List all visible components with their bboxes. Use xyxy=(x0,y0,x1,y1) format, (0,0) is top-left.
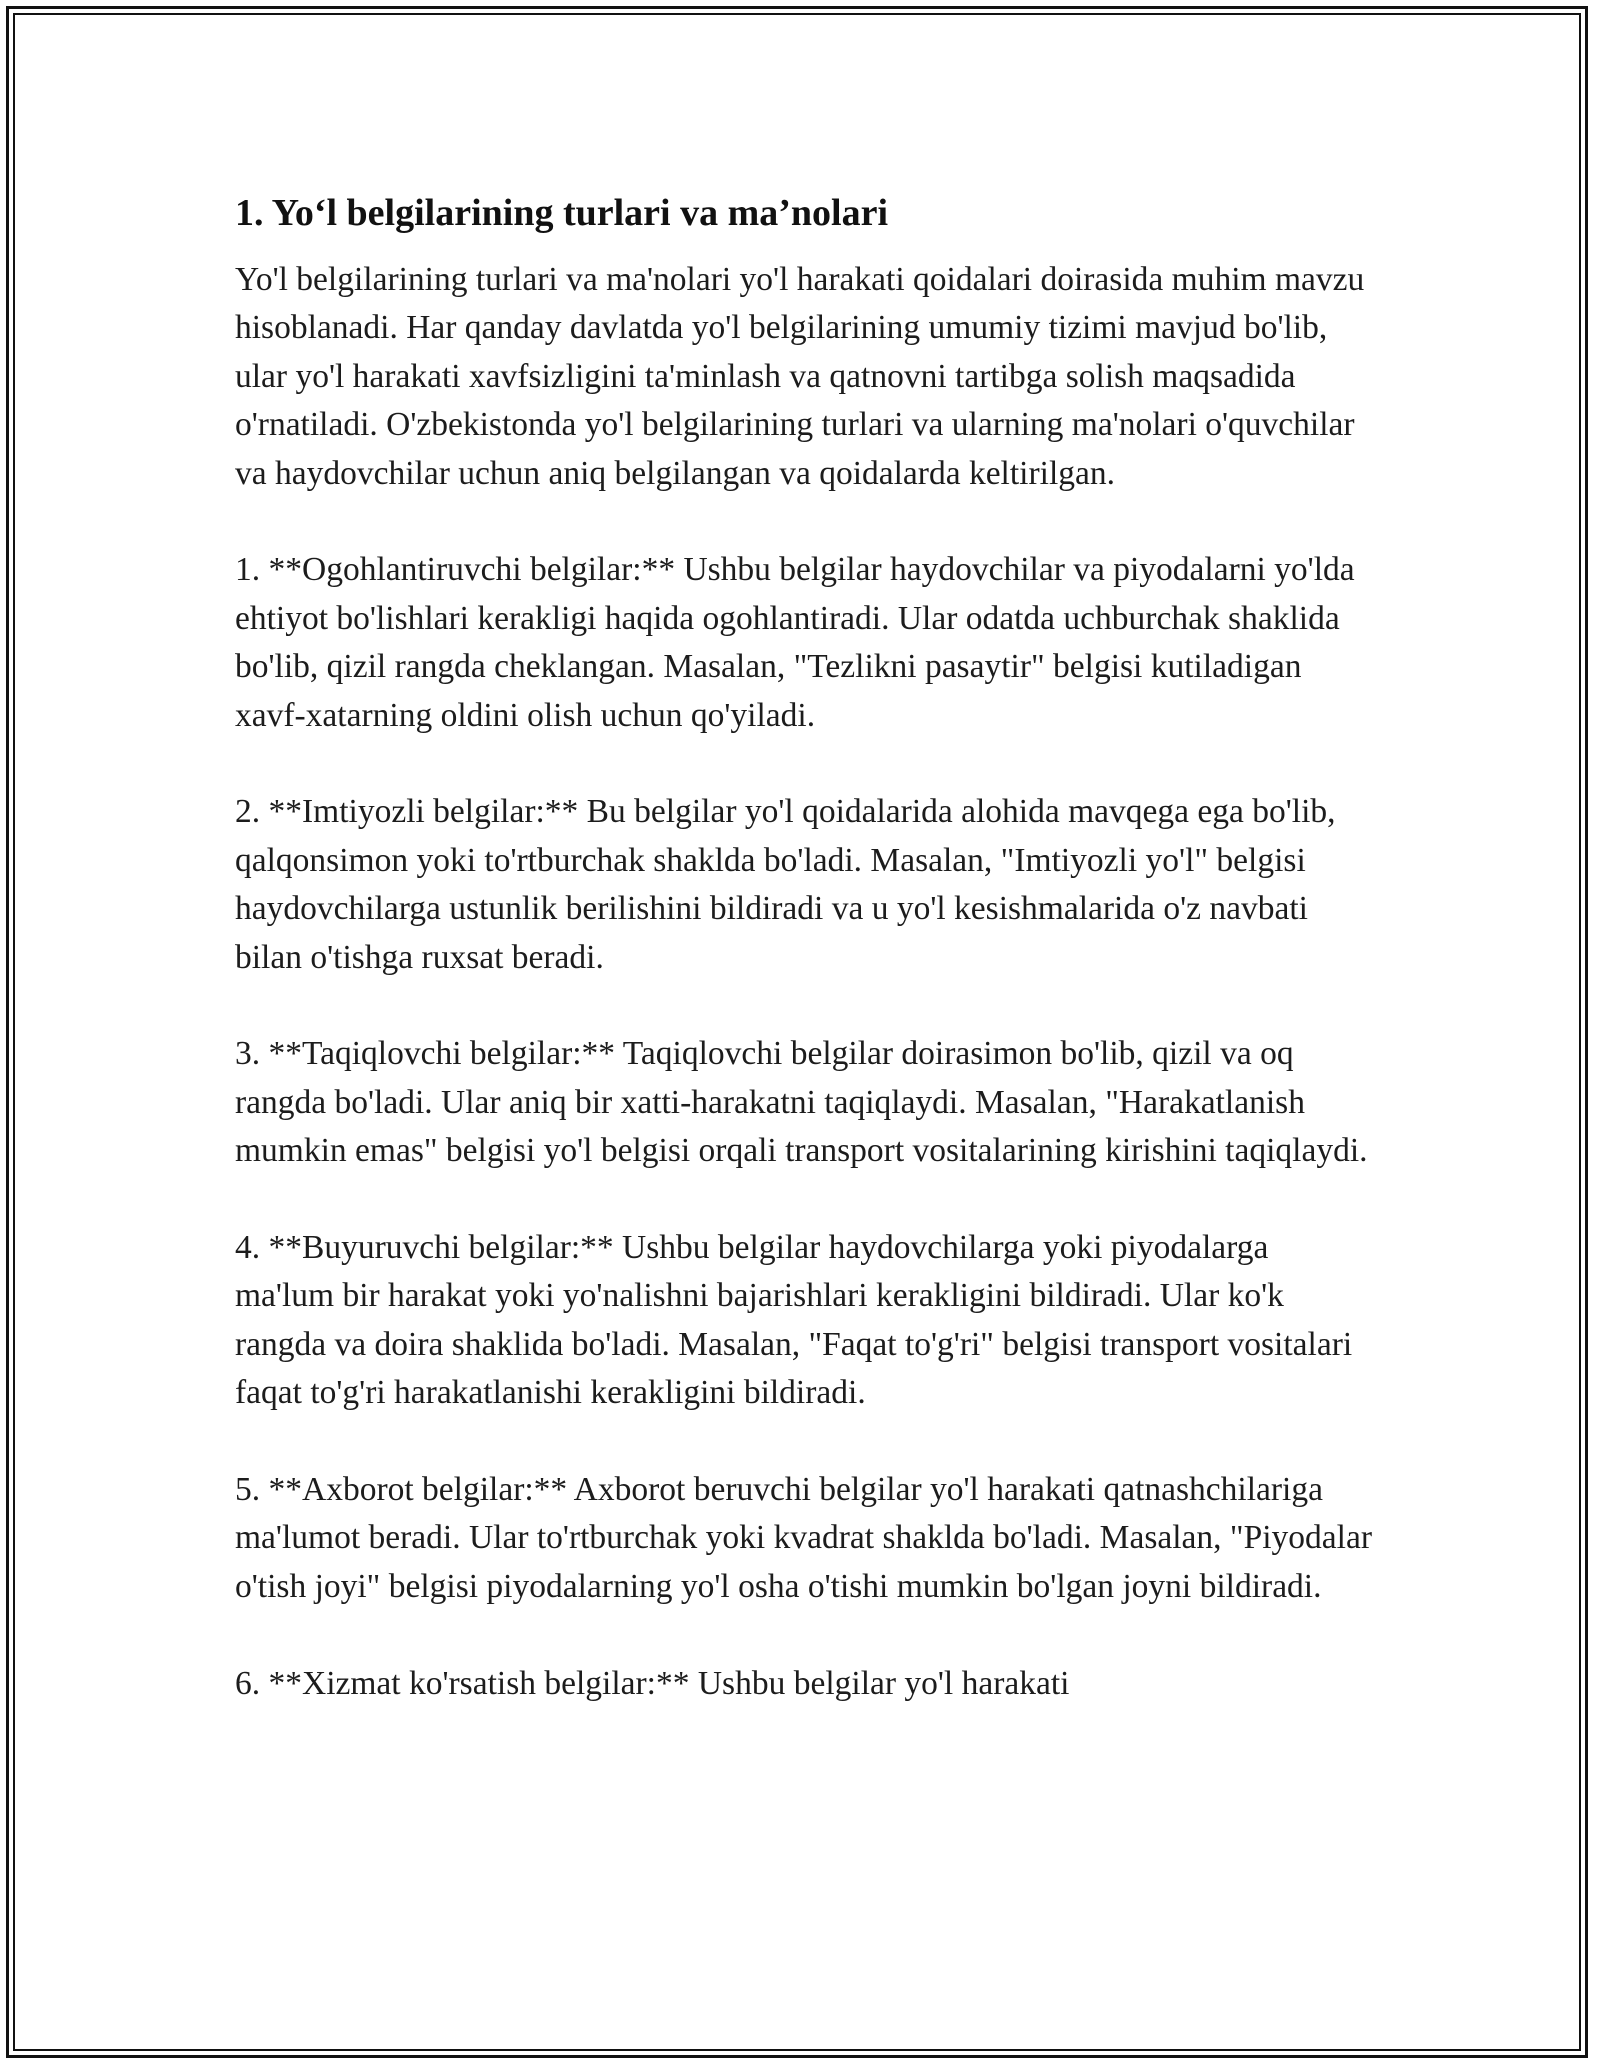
paragraph-information-signs: 5. **Axborot belgilar:** Axborot beruvchi belgilar yo'l harakati qatnashchilariga ma'lumot beradi. Ular to'rtburchak yoki kvadrat shaklda bo'ladi. Masalan, "Piyodalar o'tish joyi" belgisi piyodalarning yo'l osha o'tishi mumkin bo'lgan joyni bildiradi. xyxy=(235,1471,1372,1605)
intro-paragraph: Yo'l belgilarining turlari va ma'nolari yo'l harakati qoidalari doirasida muhim mavzu hisoblanadi. Har qanday davlatda yo'l belgilarining umumiy tizimi mavjud bo'lib, ular yo'l harakati xavfsizligini ta'minlash va qatnovni tartibga solish maqsadida o'rnatiladi. O'zbekistonda yo'l belgilarining turlari va ularning ma'nolari o'quvchilar va haydovchilar uchun aniq belgilangan va qoidalarda keltirilgan. xyxy=(235,261,1365,492)
paragraph-service-signs: 6. **Xizmat ko'rsatish belgilar:** Ushbu belgilar yo'l harakati xyxy=(235,1664,1070,1702)
document-body xyxy=(235,186,1375,1708)
paragraph-mandatory-signs: 4. **Buyuruvchi belgilar:** Ushbu belgilar haydovchilarga yoki piyodalarga ma'lum bir harakat yoki yo'nalishni bajarishlari kerakligini bildiradi. Ular ko'k rangda va doira shaklida bo'ladi. Masalan, "Faqat to'g'ri" belgisi transport vositalari faqat to'g'ri harakatlanishi kerakligini bildiradi. xyxy=(235,1229,1353,1412)
paragraph-priority-signs: 2. **Imtiyozli belgilar:** Bu belgilar yo'l qoidalarida alohida mavqega ega bo'lib, qalqonsimon yoki to'rtburchak shaklda bo'ladi. Masalan, "Imtiyozli yo'l" belgisi haydovchilarga ustunlik berilishini bildiradi va u yo'l kesishmalarida o'z navbati bilan o'tishga ruxsat beradi. xyxy=(235,793,1336,976)
paragraph-warning-signs: 1. **Ogohlantiruvchi belgilar:** Ushbu belgilar haydovchilar va piyodalarni yo'lda ehtiyot bo'lishlari kerakligi haqida ogohlantiradi. Ular odatda uchburchak shaklida bo'lib, qizil rangda cheklangan. Masalan, "Tezlikni pasaytir" belgisi kutiladigan xavf-xatarning oldini olish uchun qo'yiladi. xyxy=(235,551,1355,734)
section-title: 1. Yo‘l belgilarining turlari va ma’nolari xyxy=(235,192,889,234)
paragraph-prohibitory-signs: 3. **Taqiqlovchi belgilar:** Taqiqlovchi belgilar doirasimon bo'lib, qizil va oq rangda bo'ladi. Ular aniq bir xatti-harakatni taqiqlaydi. Masalan, "Harakatlanish mumkin emas" belgisi yo'l belgisi orqali transport vositalarining kirishini taqiqlaydi. xyxy=(235,1035,1368,1170)
